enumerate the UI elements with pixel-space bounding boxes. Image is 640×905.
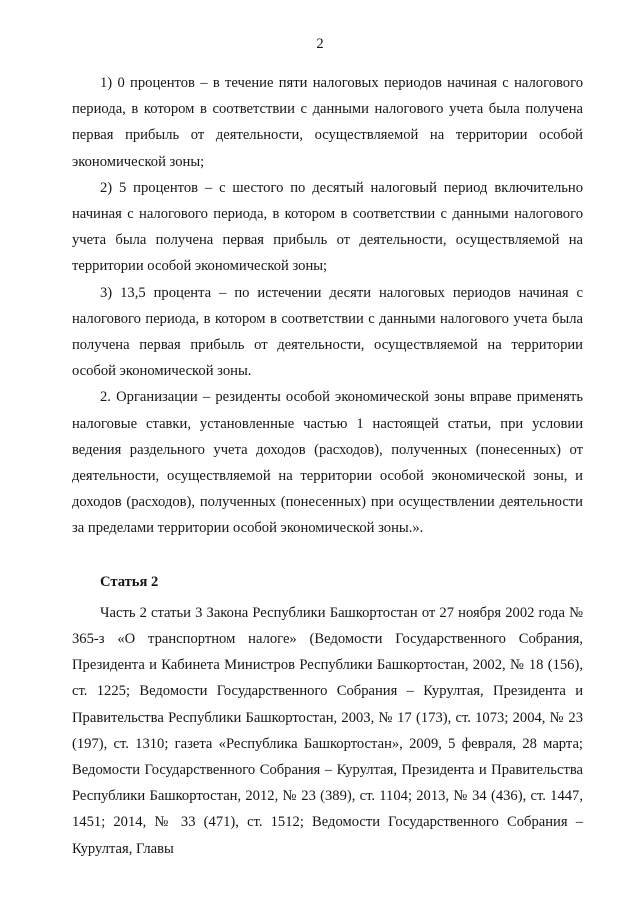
paragraph-residents: 2. Организации – резиденты особой экономической зоны вправе применять налоговые ставки, установленные частью 1 настоящей статьи, при условии ведения раздельного учета доходов (расходов), полученных (понесенных) от деятельности, осуществляемой на территории особой экономической зоны, и доходов (расходов), полученных (понесенных) при осуществлении деятельности за пределами территории особой экономической зоны.».	[72, 389, 583, 537]
article-heading: Статья 2	[100, 573, 159, 590]
list-item-rate-5: 2) 5 процентов – с шестого по десятый налоговый период включительно начиная с налогового периода, в котором в соответствии с данными налогового учета была получена первая прибыль от деятельности, осуществляемой на территории особой экономической зоны;	[72, 179, 583, 275]
page-body	[72, 70, 583, 862]
article-text: Часть 2 статьи 3 Закона Республики Башкортостан от 27 ноября 2002 года № 365-з «О транспортном налоге» (Ведомости Государственного Собрания, Президента и Кабинета Министров Республики Башкортостан, 2002, № 18 (156), ст. 1225; Ведомости Государственного Собрания – Курултая, Президента и Правительства Республики Башкортостан, 2003, № 17 (173), ст. 1073; 2004, № 23 (197), ст. 1310; газета «Республика Башкортостан», 2009, 5 февраля, 28 марта; Ведомости Государственного Собрания – Курултая, Президента и Правительства Республики Башкортостан, 2012, № 23 (389), ст. 1104; 2013, № 34 (436), ст. 1447, 1451; 2014, № 33 (471), ст. 1512; Ведомости Государственного Собрания – Курултая, Главы	[72, 604, 583, 857]
page-number: 2	[316, 36, 324, 52]
list-item-rate-13-5: 3) 13,5 процента – по истечении десяти налоговых периодов начиная с налогового периода, в котором в соответствии с данными налогового учета была получена первая прибыль от деятельности, осуществляемой на территории особой экономической зоны.	[72, 284, 583, 380]
list-item-rate-0: 1) 0 процентов – в течение пяти налоговых периодов начиная с налогового периода, в котором в соответствии с данными налогового учета была получена первая прибыль от деятельности, осуществляемой на территории особой экономической зоны;	[72, 75, 583, 170]
